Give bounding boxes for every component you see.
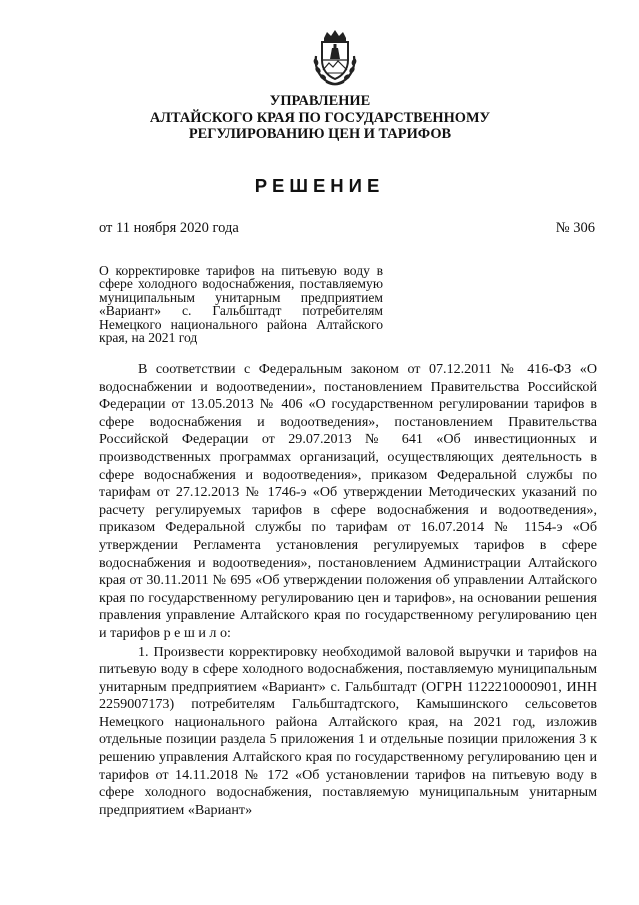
preamble-paragraph: В соответствии с Федеральным законом от 07.12.2011 № 416-ФЗ «О водоснабжении и водоотведении», постановлением Правительства Российской Федерации от 13.05.2013 № 406 «О государственном регулировании тарифов в сфере водоснабжения и водоотведения», постановлением Правительства Российской Федерации от 29.07.2013 № 641 «Об инвестиционных и производственных программах организаций, осуществляющих деятельность в сфере водоснабжения и водоотведения», приказом Федеральной службы по тарифам от 27.12.2013 № 1746-э «Об утверждении Методических указаний по расчету регулируемых тарифов в сфере водоснабжения и водоотведения», приказом Федеральной службы по тарифам от 16.07.2014 № 1154-э «Об утверждении Регламента установления регулируемых тарифов в сфере водоснабжения и водоотведения», постановлением Администрации Алтайского края от 30.11.2011 № 695 «Об утверждении положения об управлении Алтайского края по государственному регулированию цен и тарифов», на основании решения правления управление Алтайского края по государственному регулированию цен и тарифов р е ш и л о: xyxy=(99,361,597,641)
document-type-title: РЕШЕНИЕ xyxy=(254,175,385,196)
decision-subject: О корректировке тарифов на питьевую воду в сфере холодного водоснабжения, поставляемую муниципальным унитарным предприятием «Вариант» с. Гальбштадт потребителям Немецкого национального района Алтайского края, на 2021 год xyxy=(99,263,383,346)
decision-number: № 306 xyxy=(555,220,595,236)
decision-date: от 11 ноября 2020 года xyxy=(99,220,239,236)
issuing-authority xyxy=(80,93,560,143)
item-1-paragraph: 1. Произвести корректировку необходимой валовой выручки и тарифов на питьевую воду в сфере холодного водоснабжения, поставляемую муниципальным унитарным предприятием «Вариант» с. Гальбштадт (ОГРН 1122210000901, ИНН 2259007173) потребителям Гальбштадтского, Камышинского сельсоветов Немецкого национального района Алтайского края, на 2021 год, изложив отдельные позиции раздела 5 приложения 1 и отдельные позиции приложения 3 к решению управления Алтайского края по государственному регулированию цен и тарифов от 14.11.2018 № 172 «Об установлении тарифов на питьевую воду в сфере холодного водоснабжения, поставляемую муниципальным унитарным предприятием «Вариант» xyxy=(99,643,597,818)
coat-of-arms-icon xyxy=(304,26,366,88)
authority-line: УПРАВЛЕНИЕ xyxy=(269,93,371,109)
decision-body xyxy=(99,361,597,819)
authority-line: РЕГУЛИРОВАНИЮ ЦЕН И ТАРИФОВ xyxy=(188,126,452,143)
authority-line: АЛТАЙСКОГО КРАЯ ПО ГОСУДАРСТВЕННОМУ xyxy=(149,109,491,126)
